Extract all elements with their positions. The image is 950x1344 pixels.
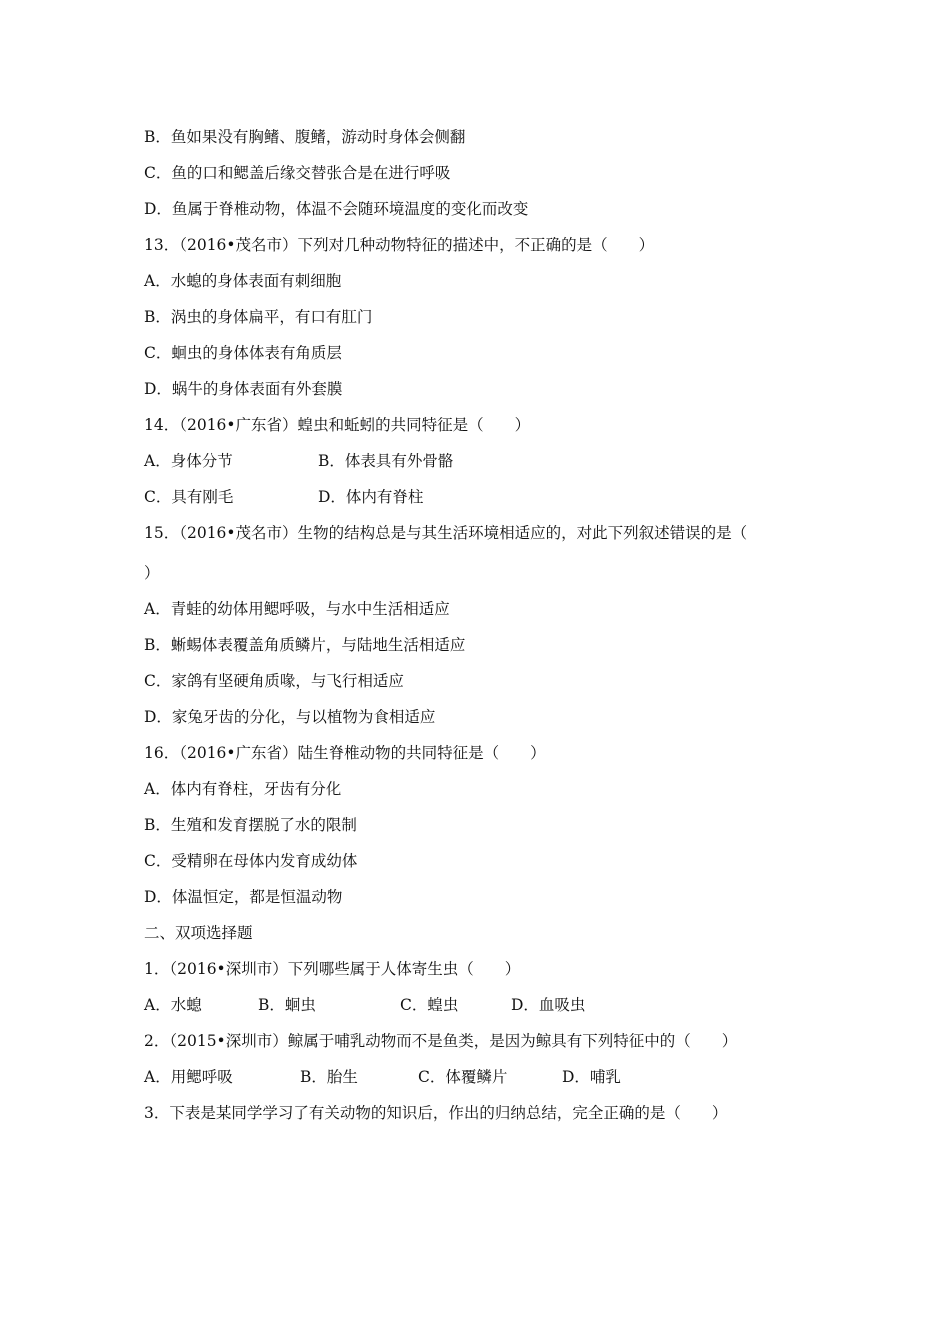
q16-stem: 16．（2016•广东省）陆生脊椎动物的共同特征是（ ） — [144, 744, 546, 762]
q12-option-b: B．鱼如果没有胸鳍、腹鳍，游动时身体会侧翻 — [144, 128, 466, 146]
q14-option-a: A．身体分节 — [144, 452, 233, 470]
q16-option-b: B．生殖和发育摆脱了水的限制 — [144, 816, 357, 834]
s2-q3-stem: 3．下表是某同学学习了有关动物的知识后，作出的归纳总结，完全正确的是（ ） — [144, 1104, 728, 1122]
q13-option-d: D．蜗牛的身体表面有外套膜 — [144, 380, 343, 398]
q12-option-c: C．鱼的口和鳃盖后缘交替张合是在进行呼吸 — [144, 164, 451, 182]
s2-q1-stem: 1．（2016•深圳市）下列哪些属于人体寄生虫（ ） — [144, 960, 521, 978]
q16-option-d: D．体温恒定，都是恒温动物 — [144, 888, 343, 906]
q15-stem-continuation: ） — [144, 564, 160, 582]
s2-q2-option-b: B．胎生 — [300, 1068, 358, 1086]
q15-option-d: D．家兔牙齿的分化，与以植物为食相适应 — [144, 708, 436, 726]
q15-option-b: B．蜥蜴体表覆盖角质鳞片，与陆地生活相适应 — [144, 636, 466, 654]
q14-stem: 14．（2016•广东省）蝗虫和蚯蚓的共同特征是（ ） — [144, 416, 531, 434]
s2-q2-option-d: D．哺乳 — [562, 1068, 621, 1086]
q13-option-a: A．水螅的身体表面有刺细胞 — [144, 272, 342, 290]
s2-q1-option-c: C．蝗虫 — [400, 996, 459, 1014]
s2-q2-stem: 2．（2015•深圳市）鲸属于哺乳动物而不是鱼类，是因为鲸具有下列特征中的（ ） — [144, 1032, 738, 1050]
q13-stem: 13．（2016•茂名市）下列对几种动物特征的描述中，不正确的是（ ） — [144, 236, 655, 254]
s2-q1-option-a: A．水螅 — [144, 996, 202, 1014]
s2-q1-option-b: B．蛔虫 — [258, 996, 316, 1014]
q13-option-c: C．蛔虫的身体体表有角质层 — [144, 344, 342, 362]
q16-option-c: C．受精卵在母体内发育成幼体 — [144, 852, 358, 870]
q14-option-c: C．具有刚毛 — [144, 488, 234, 506]
q16-option-a: A．体内有脊柱，牙齿有分化 — [144, 780, 342, 798]
s2-q2-option-c: C．体覆鳞片 — [418, 1068, 508, 1086]
q15-option-a: A．青蛙的幼体用鳃呼吸，与水中生活相适应 — [144, 600, 450, 618]
s2-q1-option-d: D．血吸虫 — [511, 996, 586, 1014]
q15-option-c: C．家鸽有坚硬角质喙，与飞行相适应 — [144, 672, 404, 690]
s2-q2-option-a: A．用鳃呼吸 — [144, 1068, 233, 1086]
q12-option-d: D．鱼属于脊椎动物，体温不会随环境温度的变化而改变 — [144, 200, 529, 218]
q14-option-b: B．体表具有外骨骼 — [318, 452, 454, 470]
section-heading: 二、双项选择题 — [144, 924, 253, 942]
q14-option-d: D．体内有脊柱 — [318, 488, 424, 506]
q13-option-b: B．涡虫的身体扁平，有口有肛门 — [144, 308, 373, 326]
q15-stem: 15．（2016•茂名市）生物的结构总是与其生活环境相适应的，对此下列叙述错误的是（ — [144, 524, 748, 542]
